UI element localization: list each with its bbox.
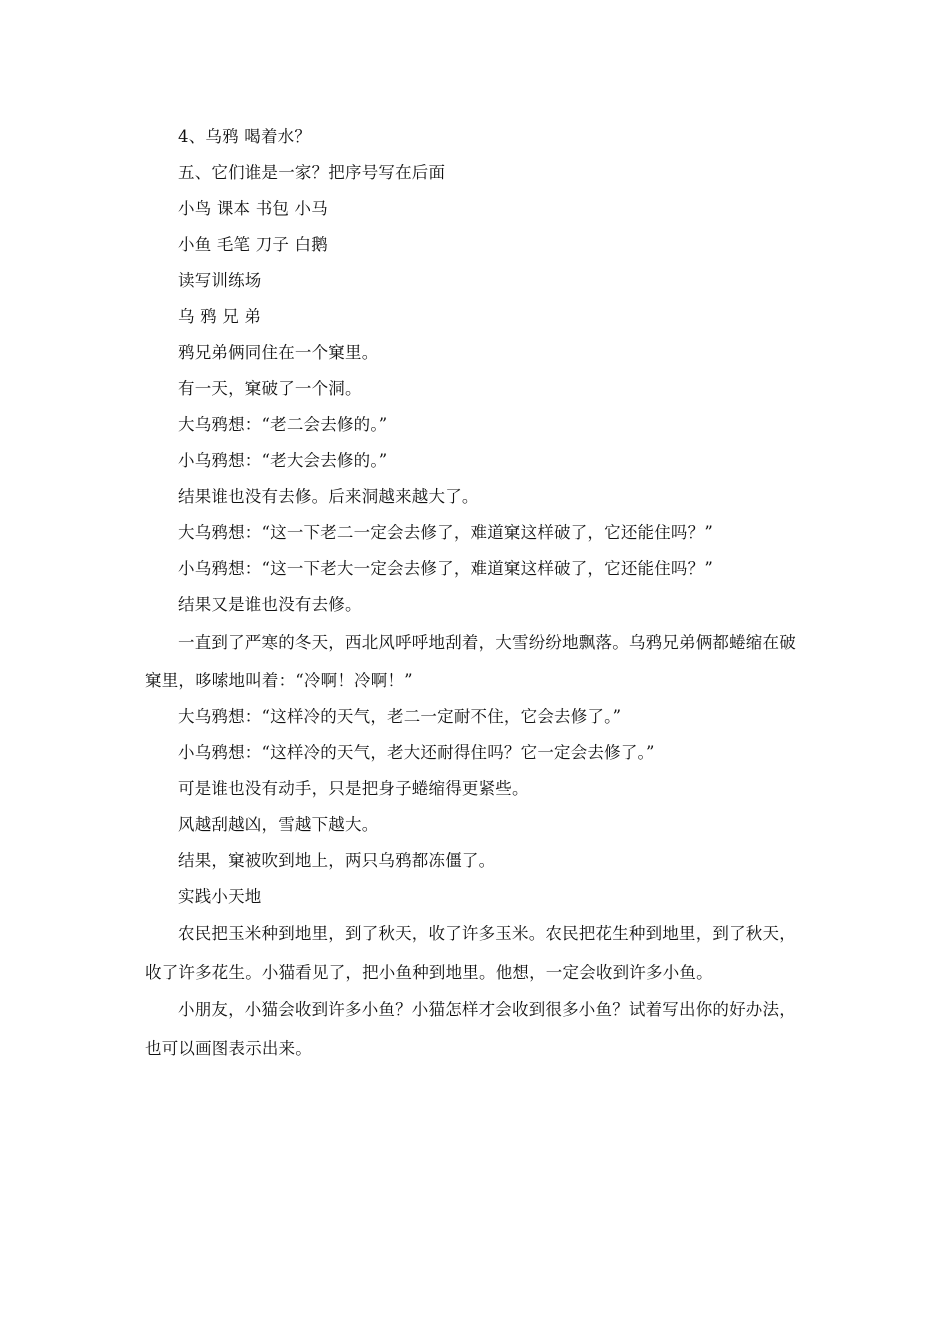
story-title: 乌 鸦 兄 弟	[178, 307, 262, 326]
story-paragraph: 大乌鸦想：“老二会去修的。”	[178, 415, 388, 434]
practice-paragraph-continued: 收了许多花生。小猫看见了，把小鱼种到地里。他想，一定会收到许多小鱼。	[145, 963, 713, 982]
word-row-2: 小鱼 毛笔 刀子 白鹅	[178, 235, 328, 254]
practice-section-heading: 实践小天地	[178, 887, 262, 906]
story-paragraph: 小乌鸦想：“这一下老大一定会去修了，难道窠这样破了，它还能住吗？”	[178, 559, 713, 578]
story-paragraph: 结果又是谁也没有去修。	[178, 595, 362, 614]
story-paragraph: 风越刮越凶，雪越下越大。	[178, 815, 379, 834]
story-paragraph: 小乌鸦想：“老大会去修的。”	[178, 451, 388, 470]
word-row-1: 小鸟 课本 书包 小马	[178, 199, 328, 218]
practice-question: 小朋友，小猫会收到许多小鱼？小猫怎样才会收到很多小鱼？试着写出你的好办法，	[178, 1000, 796, 1019]
practice-paragraph: 农民把玉米种到地里，到了秋天，收了许多玉米。农民把花生种到地里，到了秋天，	[178, 924, 796, 943]
story-paragraph: 有一天，窠破了一个洞。	[178, 379, 362, 398]
story-paragraph: 一直到了严寒的冬天，西北风呼呼地刮着，大雪纷纷地飘落。乌鸦兄弟俩都蜷缩在破	[178, 633, 796, 652]
section-5-heading: 五、它们谁是一家？把序号写在后面	[178, 163, 446, 182]
story-paragraph-continued: 窠里，哆嗦地叫着：“冷啊！冷啊！”	[145, 671, 413, 690]
story-paragraph: 可是谁也没有动手，只是把身子蜷缩得更紧些。	[178, 779, 529, 798]
reading-section-heading: 读写训练场	[178, 271, 262, 290]
story-paragraph: 小乌鸦想：“这样冷的天气，老大还耐得住吗？它一定会去修了。”	[178, 743, 655, 762]
story-paragraph: 结果谁也没有去修。后来洞越来越大了。	[178, 487, 479, 506]
story-paragraph: 结果，窠被吹到地上，两只乌鸦都冻僵了。	[178, 851, 496, 870]
story-paragraph: 大乌鸦想：“这样冷的天气，老二一定耐不住，它会去修了。”	[178, 707, 622, 726]
practice-question-continued: 也可以画图表示出来。	[145, 1039, 312, 1058]
question-4: 4、乌鸦 喝着水？	[178, 127, 312, 146]
story-paragraph: 大乌鸦想：“这一下老二一定会去修了，难道窠这样破了，它还能住吗？”	[178, 523, 713, 542]
story-paragraph: 鸦兄弟俩同住在一个窠里。	[178, 343, 379, 362]
